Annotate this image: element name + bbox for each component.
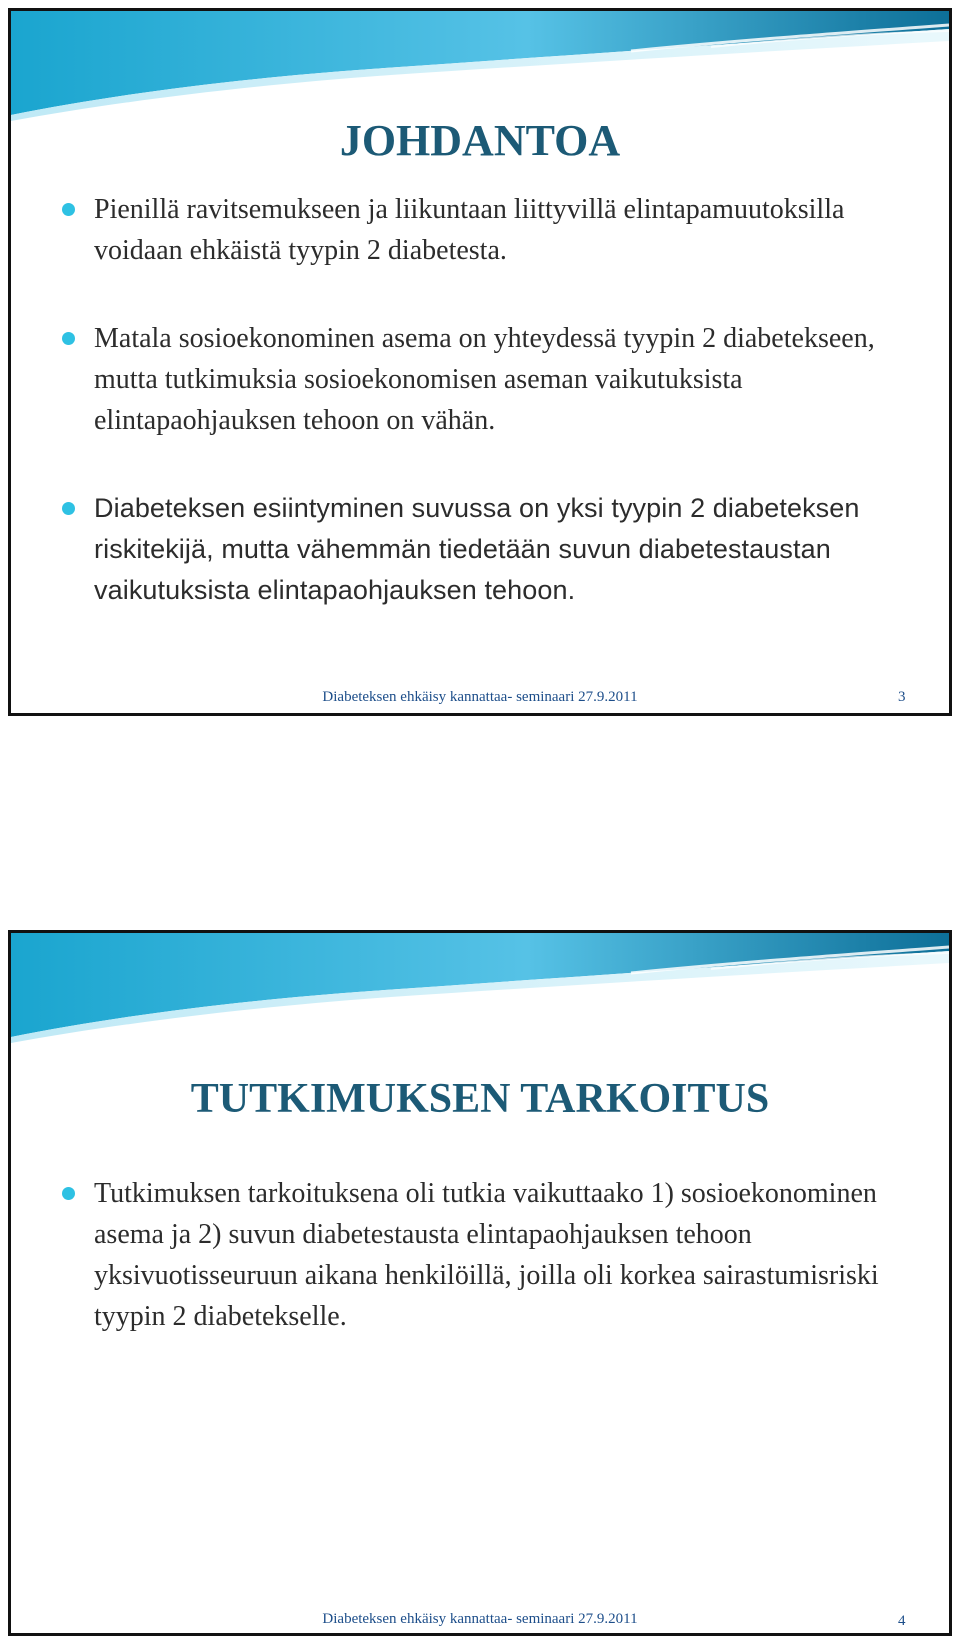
- slide-footer: Diabeteksen ehkäisy kannattaa- seminaari 27.9.2011: [322, 689, 638, 705]
- bullet-item: [11, 488, 949, 611]
- slide-title: JOHDANTOA: [339, 116, 621, 165]
- bullet-text: Tutkimuksen tarkoituksena oli tutkia vaikuttaako 1) sosioekonominen asema ja 2) suvun diabetestausta elintapaohjauksen tehoon yksivuotisseuruun aikana henkilöillä, joilla oli korkea sairastumisriski tyypin 2 diabetekselle.: [94, 1178, 879, 1332]
- bullet-text: Matala sosioekonominen asema on yhteydessä tyypin 2 diabetekseen, mutta tutkimuksia sosioekonomisen aseman vaikutuksista elintapaohjauksen tehoon on vähän.: [94, 323, 875, 436]
- bullet-text: Pienillä ravitsemukseen ja liikuntaan liittyvillä elintapamuutoksilla voidaan ehkäistä tyypin 2 diabetesta.: [94, 194, 845, 266]
- bullet-dot-icon: [62, 332, 75, 345]
- bullet-item: [11, 318, 949, 441]
- bullet-text: Diabeteksen esiintyminen suvussa on yksi tyypin 2 diabeteksen riskitekijä, mutta vähemmän tiedetään suvun diabetestaustan vaikutuksista elintapaohjauksen tehoon.: [94, 493, 860, 605]
- bullet-item: [11, 1173, 949, 1337]
- wave-banner: [11, 933, 949, 1043]
- slide-3: [8, 8, 952, 716]
- bullet-item: [11, 189, 949, 271]
- slide-4: [8, 930, 952, 1636]
- slide-footer: Diabeteksen ehkäisy kannattaa- seminaari 27.9.2011: [322, 1611, 638, 1627]
- bullet-dot-icon: [62, 502, 75, 515]
- bullet-dot-icon: [62, 203, 75, 216]
- page-number: 4: [898, 1613, 906, 1629]
- bullet-list: [11, 189, 949, 658]
- wave-banner: [11, 11, 949, 121]
- bullet-dot-icon: [62, 1187, 75, 1200]
- slide-title: TUTKIMUKSEN TARKOITUS: [190, 1076, 770, 1122]
- bullet-list: [11, 1173, 949, 1337]
- page-number: 3: [898, 689, 906, 705]
